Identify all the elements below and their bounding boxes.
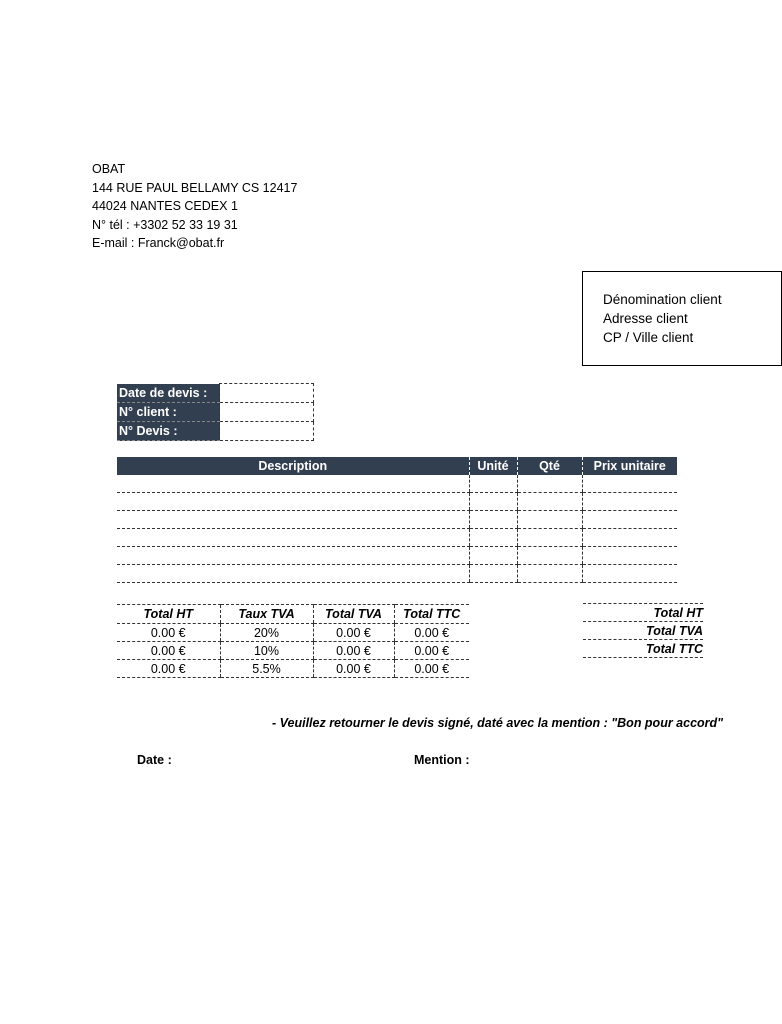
vat-cell: 0.00 € xyxy=(394,642,469,660)
header-qte: Qté xyxy=(517,457,582,475)
vat-header-taux: Taux TVA xyxy=(220,605,313,624)
item-description-cell[interactable] xyxy=(117,475,469,493)
company-name: OBAT xyxy=(92,162,126,176)
totals-table xyxy=(583,603,703,658)
item-description-cell[interactable] xyxy=(117,529,469,547)
item-description-cell[interactable] xyxy=(117,565,469,583)
total-ht-label: Total HT xyxy=(583,604,703,622)
meta-row-date xyxy=(117,384,314,403)
item-prix-cell[interactable] xyxy=(582,547,677,565)
item-unite-cell[interactable] xyxy=(469,475,517,493)
company-city: 44024 NANTES CEDEX 1 xyxy=(92,199,238,213)
vat-cell: 0.00 € xyxy=(117,642,220,660)
header-unite: Unité xyxy=(469,457,517,475)
vat-cell: 5.5% xyxy=(220,660,313,678)
item-row xyxy=(117,547,677,565)
client-cp-ville: CP / Ville client xyxy=(603,330,694,345)
vat-cell: 20% xyxy=(220,624,313,642)
meta-row-client xyxy=(117,403,314,422)
item-prix-cell[interactable] xyxy=(582,475,677,493)
item-qte-cell[interactable] xyxy=(517,511,582,529)
vat-cell: 0.00 € xyxy=(394,660,469,678)
item-row xyxy=(117,529,677,547)
totals-row-ttc xyxy=(583,640,703,658)
totals-row-ht xyxy=(583,604,703,622)
devis-number-field[interactable] xyxy=(220,422,314,441)
meta-row-devis xyxy=(117,422,314,441)
item-unite-cell[interactable] xyxy=(469,511,517,529)
items-header-row xyxy=(117,457,677,475)
item-unite-cell[interactable] xyxy=(469,529,517,547)
vat-header-total-ht: Total HT xyxy=(117,605,220,624)
vat-header-total-ttc: Total TTC xyxy=(394,605,469,624)
items-body xyxy=(117,475,677,583)
client-number-field[interactable] xyxy=(220,403,314,422)
company-info xyxy=(92,160,297,253)
item-row xyxy=(117,511,677,529)
vat-cell: 10% xyxy=(220,642,313,660)
total-tva-label: Total TVA xyxy=(583,622,703,640)
client-denomination: Dénomination client xyxy=(603,292,722,307)
total-ttc-label: Total TTC xyxy=(583,640,703,658)
date-field[interactable] xyxy=(220,384,314,403)
item-prix-cell[interactable] xyxy=(582,529,677,547)
vat-header-total-tva: Total TVA xyxy=(313,605,394,624)
devis-number-label: N° Devis : xyxy=(117,422,220,441)
company-address: 144 RUE PAUL BELLAMY CS 12417 xyxy=(92,180,298,195)
item-unite-cell[interactable] xyxy=(469,547,517,565)
item-qte-cell[interactable] xyxy=(517,565,582,583)
item-row xyxy=(117,493,677,511)
totals-row-tva xyxy=(583,622,703,640)
item-prix-cell[interactable] xyxy=(582,511,677,529)
item-prix-cell[interactable] xyxy=(582,565,677,583)
item-row xyxy=(117,565,677,583)
item-unite-cell[interactable] xyxy=(469,565,517,583)
vat-row xyxy=(117,624,469,642)
header-description: Description xyxy=(117,457,469,475)
vat-cell: 0.00 € xyxy=(313,642,394,660)
item-qte-cell[interactable] xyxy=(517,475,582,493)
vat-cell: 0.00 € xyxy=(117,660,220,678)
vat-header-row xyxy=(117,605,469,624)
company-email: E-mail : Franck@obat.fr xyxy=(92,236,225,250)
item-qte-cell[interactable] xyxy=(517,529,582,547)
item-qte-cell[interactable] xyxy=(517,493,582,511)
vat-cell: 0.00 € xyxy=(394,624,469,642)
vat-row xyxy=(117,660,469,678)
vat-cell: 0.00 € xyxy=(313,660,394,678)
header-prix-unitaire: Prix unitaire xyxy=(582,457,677,475)
item-qte-cell[interactable] xyxy=(517,547,582,565)
signature-mention-label: Mention : xyxy=(414,753,470,767)
date-label: Date de devis : xyxy=(117,384,220,403)
client-box xyxy=(582,271,782,366)
signature-date-label: Date : xyxy=(137,753,172,767)
vat-cell: 0.00 € xyxy=(313,624,394,642)
item-description-cell[interactable] xyxy=(117,493,469,511)
vat-row xyxy=(117,642,469,660)
items-table xyxy=(117,457,677,583)
item-description-cell[interactable] xyxy=(117,547,469,565)
client-address: Adresse client xyxy=(603,311,688,326)
signature-notice: - Veuillez retourner le devis signé, daté avec la mention : "Bon pour accord" xyxy=(272,716,724,730)
quote-meta-table xyxy=(117,383,314,441)
item-unite-cell[interactable] xyxy=(469,493,517,511)
client-number-label: N° client : xyxy=(117,403,220,422)
item-row xyxy=(117,475,677,493)
item-description-cell[interactable] xyxy=(117,511,469,529)
item-prix-cell[interactable] xyxy=(582,493,677,511)
company-phone: N° tél : +3302 52 33 19 31 xyxy=(92,217,238,232)
vat-cell: 0.00 € xyxy=(117,624,220,642)
vat-table xyxy=(117,604,469,678)
